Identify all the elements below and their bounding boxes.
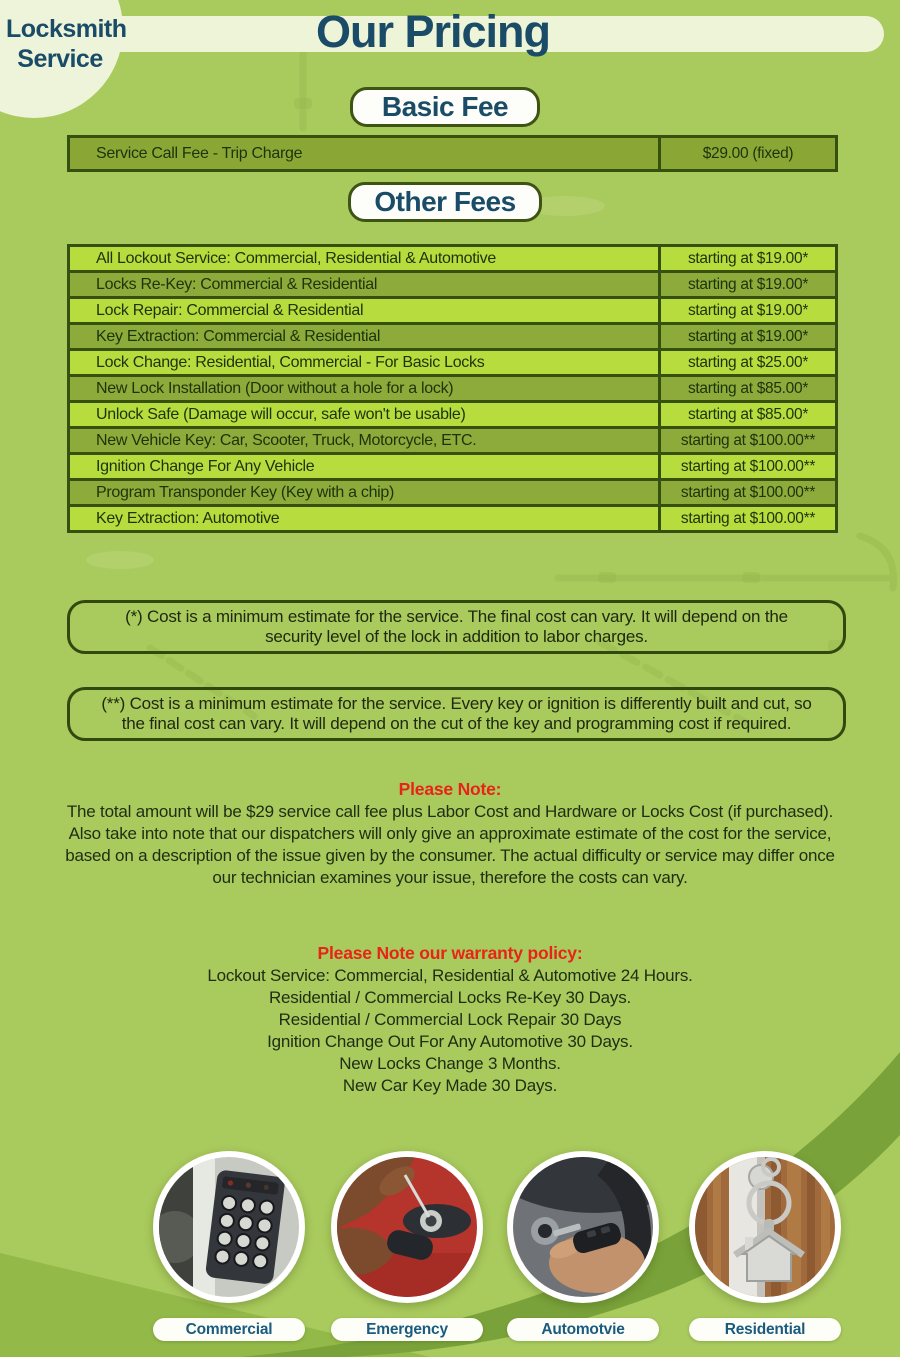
fee-row bbox=[70, 426, 835, 452]
car-key-photo-illustration bbox=[513, 1157, 653, 1297]
logo-line-1: Locksmith bbox=[6, 15, 127, 43]
fee-price-cell: starting at $100.00** bbox=[680, 431, 816, 449]
fee-row bbox=[70, 452, 835, 478]
page-title: Our Pricing bbox=[315, 6, 551, 57]
fee-service-cell: Key Extraction: Commercial & Residential bbox=[70, 325, 661, 348]
fee-row bbox=[70, 296, 835, 322]
fee-service-cell: Lock Change: Residential, Commercial - For Basic Locks bbox=[70, 351, 661, 374]
fee-row bbox=[70, 478, 835, 504]
category-label-automotive: Automotvie bbox=[507, 1318, 659, 1341]
category-photo-residential bbox=[689, 1151, 841, 1303]
fee-row bbox=[70, 504, 835, 530]
fee-service-cell: All Lockout Service: Commercial, Residential & Automotive bbox=[70, 247, 661, 270]
warranty-line: New Locks Change 3 Months. bbox=[339, 1054, 561, 1073]
logo-line-2: Service bbox=[17, 45, 103, 73]
basic-fee-row bbox=[70, 138, 835, 169]
fee-price-cell: starting at $25.00* bbox=[687, 353, 809, 371]
basic-fee-table bbox=[67, 135, 838, 172]
fee-service-cell: Lock Repair: Commercial & Residential bbox=[70, 299, 661, 322]
warranty-line: New Car Key Made 30 Days. bbox=[342, 1076, 558, 1095]
fee-price-cell: starting at $19.00* bbox=[687, 249, 809, 267]
other-fees-table bbox=[67, 244, 838, 533]
fee-row bbox=[70, 322, 835, 348]
fee-row bbox=[70, 400, 835, 426]
warranty-line: Residential / Commercial Lock Repair 30 Days bbox=[278, 1010, 622, 1029]
category-label-residential: Residential bbox=[689, 1318, 841, 1341]
fee-service-cell: Program Transponder Key (Key with a chip) bbox=[70, 481, 661, 504]
other-fees-section-label: Other Fees bbox=[348, 182, 542, 222]
category-label-commercial: Commercial bbox=[153, 1318, 305, 1341]
fee-service-cell: Locks Re-Key: Commercial & Residential bbox=[70, 273, 661, 296]
warranty-line: Residential / Commercial Locks Re-Key 30 Days. bbox=[268, 988, 632, 1007]
please-note-body: The total amount will be $29 service call fee plus Labor Cost and Hardware or Locks Cost (if purchased). Also take into note that our dispatchers will only give an approximate estimate of the cost for the service, based on a description of the issue given by the consumer. The actual difficulty or service may differ once our technician examines your issue, therefore the costs can vary. bbox=[65, 802, 835, 887]
fee-price-cell: starting at $85.00* bbox=[687, 405, 809, 423]
category-photo-emergency bbox=[331, 1151, 483, 1303]
fee-service-cell: New Lock Installation (Door without a hole for a lock) bbox=[70, 377, 661, 400]
category-label-emergency: Emergency bbox=[331, 1318, 483, 1341]
fee-service-cell: Key Extraction: Automotive bbox=[70, 507, 661, 530]
warranty-heading: Please Note our warranty policy: bbox=[317, 943, 583, 963]
fee-price-cell: starting at $100.00** bbox=[680, 457, 816, 475]
house-keychain-photo-illustration bbox=[695, 1157, 835, 1297]
fee-service-cell: Service Call Fee - Trip Charge bbox=[70, 138, 661, 169]
fee-price-cell: starting at $19.00* bbox=[687, 327, 809, 345]
keypad-photo-illustration bbox=[159, 1157, 299, 1297]
fee-price-cell: starting at $19.00* bbox=[687, 301, 809, 319]
fee-row bbox=[70, 374, 835, 400]
fee-service-cell: Ignition Change For Any Vehicle bbox=[70, 455, 661, 478]
fee-row bbox=[70, 270, 835, 296]
double-asterisk-note: (**) Cost is a minimum estimate for the service. Every key or ignition is differently built and cut, so the final cost can vary. It will depend on the cut of the key and programming cost if required. bbox=[67, 687, 846, 741]
please-note-heading: Please Note: bbox=[398, 779, 502, 799]
basic-fee-section-label: Basic Fee bbox=[350, 87, 540, 127]
fee-service-cell: New Vehicle Key: Car, Scooter, Truck, Motorcycle, ETC. bbox=[70, 429, 661, 452]
fee-service-cell: Unlock Safe (Damage will occur, safe won't be usable) bbox=[70, 403, 661, 426]
warranty-line: Lockout Service: Commercial, Residential & Automotive 24 Hours. bbox=[207, 966, 693, 985]
warranty-list bbox=[64, 965, 836, 1097]
asterisk-note: (*) Cost is a minimum estimate for the service. The final cost can vary. It will depend on the security level of the lock in addition to labor charges. bbox=[67, 600, 846, 654]
category-photo-automotive bbox=[507, 1151, 659, 1303]
fee-row bbox=[70, 247, 835, 270]
warranty-line: Ignition Change Out For Any Automotive 30 Days. bbox=[267, 1032, 633, 1051]
fee-price-cell: starting at $85.00* bbox=[687, 379, 809, 397]
fee-price-cell: starting at $100.00** bbox=[680, 509, 816, 527]
fee-row bbox=[70, 348, 835, 374]
category-photo-commercial bbox=[153, 1151, 305, 1303]
car-lockout-photo-illustration bbox=[337, 1157, 477, 1297]
fee-price-cell: starting at $19.00* bbox=[687, 275, 809, 293]
fee-price-cell: $29.00 (fixed) bbox=[702, 144, 794, 162]
fee-price-cell: starting at $100.00** bbox=[680, 483, 816, 501]
